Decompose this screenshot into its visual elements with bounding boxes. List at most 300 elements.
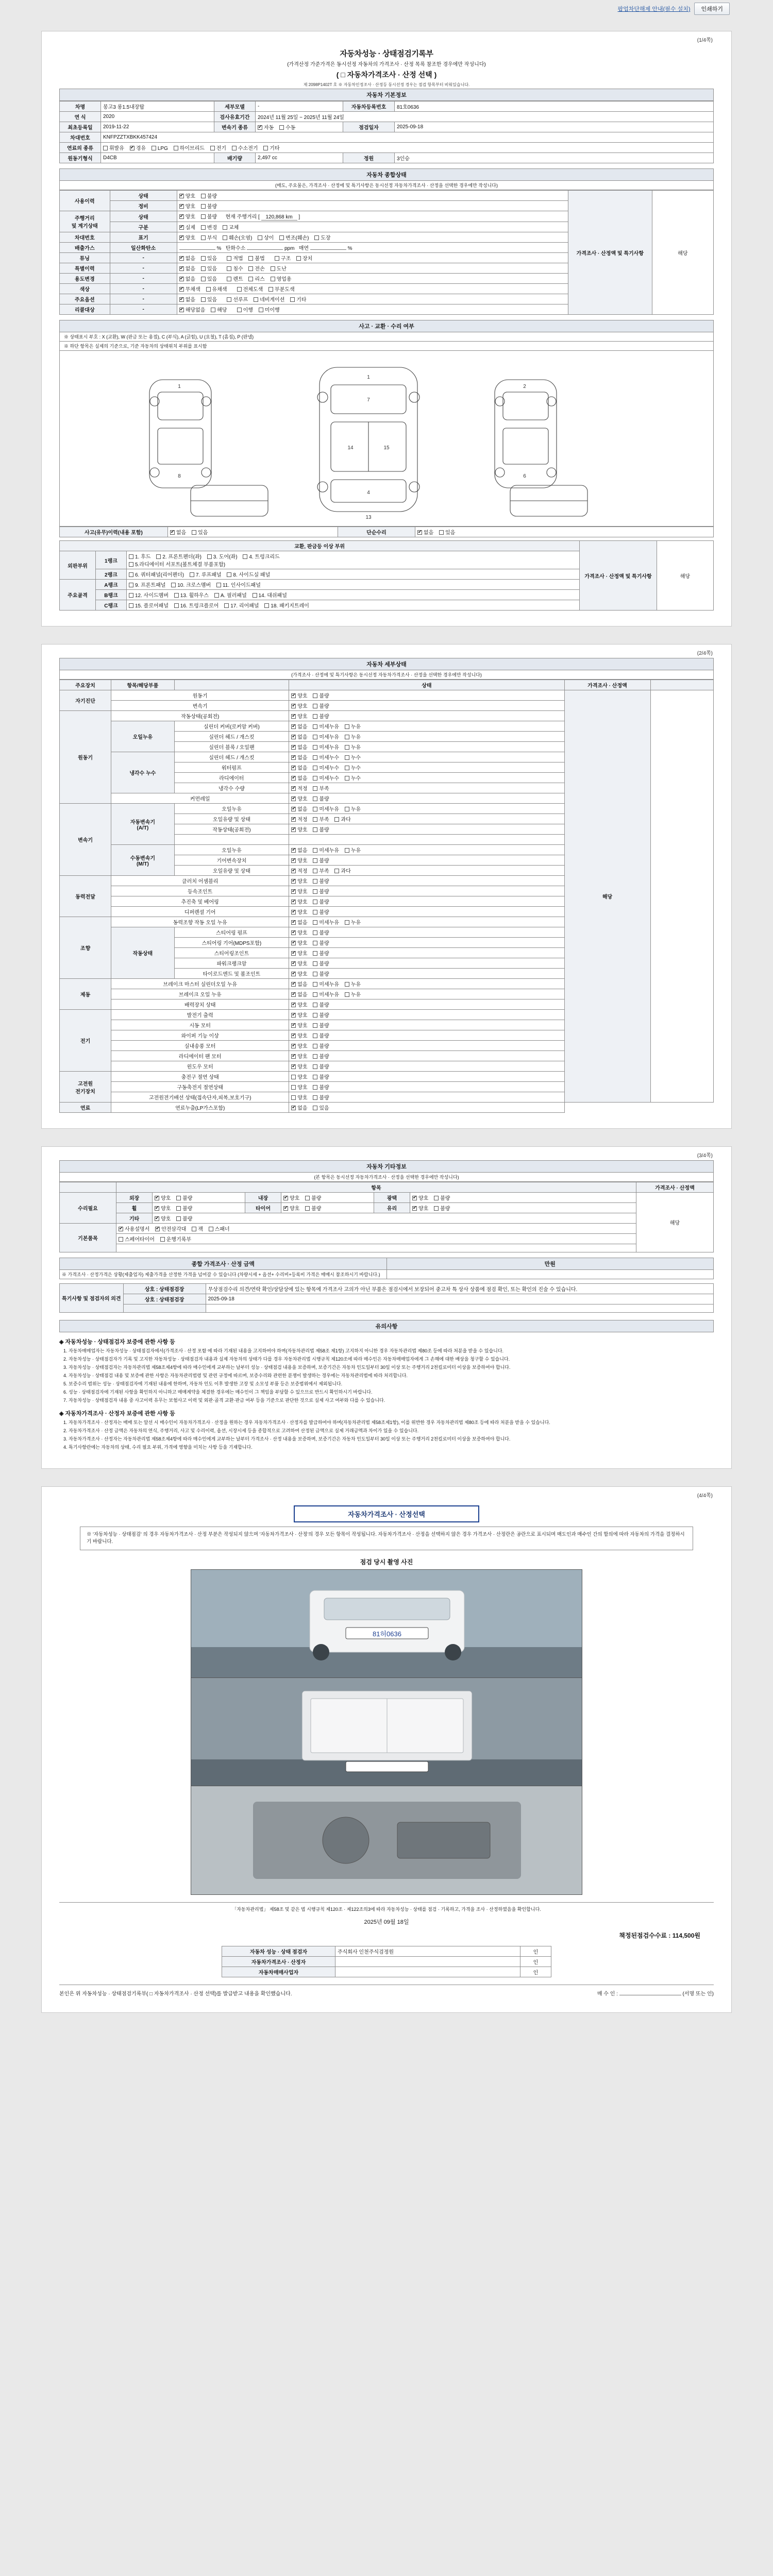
label-color: 색상 <box>60 284 110 294</box>
opt-wm-bad[interactable]: 불량 <box>313 1062 329 1070</box>
opt-engine-diag-bad[interactable]: 불량 <box>313 691 329 699</box>
part-pillar-a[interactable]: A. 필러패널 <box>214 591 247 599</box>
state-starter <box>289 1020 564 1030</box>
part-hood[interactable]: 1. 후드 <box>129 552 150 560</box>
state-differential <box>289 907 564 917</box>
state-blower <box>289 1041 564 1051</box>
simple-repair-options <box>415 527 714 537</box>
opt-hv-good[interactable]: 양호 <box>291 1093 307 1101</box>
opt-etc-bad[interactable]: 불량 <box>176 1214 192 1222</box>
label-company-1: 상호 : 상태점검장 <box>123 1284 206 1294</box>
opt-bb-bad[interactable]: 불량 <box>313 1001 329 1008</box>
option-color-part-paint[interactable]: 부분도색 <box>268 285 295 293</box>
label-exterior: 외장 <box>116 1193 153 1203</box>
option-transmission-auto[interactable]: ✔ 자동 <box>258 123 274 131</box>
opt-cp-bad[interactable]: 불량 <box>313 1073 329 1080</box>
label-usage-maintenance: 정비 <box>110 201 177 211</box>
option-vin-damage[interactable]: 훼손(오염) <box>223 233 252 241</box>
option-fuel-hybrid[interactable]: 하이브리드 <box>174 144 205 151</box>
section-extra-info-sub: (본 항목은 동시선정 자동차가격조사 · 산정을 선택한 경우에만 작성니다) <box>59 1173 714 1182</box>
part-trunk-lid[interactable]: 4. 트렁크리드 <box>243 552 279 560</box>
opt-hg2-minor[interactable]: 미세누수 <box>313 753 339 761</box>
opt-pca-good[interactable]: ✔ 양호 <box>291 959 307 967</box>
option-opt-yes[interactable]: 있음 <box>201 295 217 303</box>
state-wiper <box>289 1030 564 1041</box>
item-tie-rod: 타이로드엔드 및 볼조인트 <box>174 969 289 979</box>
opt-cv-good[interactable]: ✔ 양호 <box>291 887 307 895</box>
opt-etc-good[interactable]: ✔ 양호 <box>155 1214 171 1222</box>
opt-rocker-none[interactable]: ✔ 없음 <box>291 722 307 730</box>
state-radiator-fan <box>289 1051 564 1061</box>
opt-trans-diag-good[interactable]: ✔ 양호 <box>291 702 307 709</box>
header-main-device: 주요장치 <box>60 680 111 690</box>
item-power-steering-leak: 동력조향 작동 오일 누유 <box>111 917 289 927</box>
opt-at-leak-none[interactable]: ✔ 없음 <box>291 805 307 812</box>
opt-pol-bad[interactable]: 불량 <box>434 1194 450 1201</box>
opt-ext-good[interactable]: ✔ 양호 <box>155 1194 171 1201</box>
notice-title-1: ◈ 자동차성능 · 상태점검자 보증에 관한 사항 등 <box>59 1339 175 1345</box>
signature-table <box>222 1946 551 1977</box>
option-usechange-none[interactable]: ✔ 없음 <box>179 275 195 282</box>
opt-idle-bad[interactable]: 불량 <box>313 712 329 720</box>
opt-diff-good[interactable]: ✔ 양호 <box>291 908 307 916</box>
usage-state-options <box>177 191 568 201</box>
option-recall-done[interactable]: 이행 <box>237 306 253 313</box>
part-floor-panel[interactable]: 15. 플로어패널 <box>129 601 169 609</box>
label-first-reg: 최초등록일 <box>60 122 101 132</box>
option-usechange-business[interactable]: 영업용 <box>271 275 292 282</box>
stamp-cell <box>206 1304 713 1313</box>
option-tuning-none[interactable]: ✔ 없음 <box>179 254 195 262</box>
opt-cool-ok[interactable]: ✔ 적정 <box>291 784 307 792</box>
opt-block-none[interactable]: ✔ 없음 <box>291 743 307 751</box>
opt-bm-none[interactable]: ✔ 없음 <box>291 980 307 988</box>
part-cross-member[interactable]: 10. 크로스멤버 <box>171 581 211 588</box>
notice-title-2: ◈ 자동차가격조사 · 산정자 보증에 관한 사항 등 <box>59 1411 175 1417</box>
svg-text:7: 7 <box>367 397 370 403</box>
option-mileage-bad[interactable]: 불량 <box>201 212 217 220</box>
option-fuel-electric[interactable]: 전기 <box>210 144 226 151</box>
value-engine-type: D4CB <box>101 153 214 163</box>
opt-wiper-good[interactable]: ✔ 양호 <box>291 1031 307 1039</box>
opt-block-minor[interactable]: 미세누유 <box>313 743 339 751</box>
opt-alt-bad[interactable]: 불량 <box>313 1011 329 1019</box>
opt-sgear-bad[interactable]: 불량 <box>313 939 329 946</box>
state-block-oilpan <box>289 742 564 752</box>
opt-wheel-bad[interactable]: 불량 <box>176 1204 192 1212</box>
option-maint-good[interactable]: ✔ 양호 <box>179 202 195 210</box>
value-extra-price: 해당 <box>636 1193 714 1252</box>
opt-int-bad[interactable]: 불량 <box>305 1194 321 1201</box>
label-polish: 광택 <box>374 1193 410 1203</box>
opt-rfan-bad[interactable]: 불량 <box>313 1052 329 1060</box>
opt-engine-diag-good[interactable]: ✔ 양호 <box>291 691 307 699</box>
opt-bo-minor[interactable]: 미세누유 <box>313 990 339 998</box>
sub-oil-leak: 오일누유 <box>111 721 174 752</box>
opt-psleak-minor[interactable]: 미세누유 <box>313 918 339 926</box>
option-fuel-lpg[interactable]: LPG <box>152 146 168 151</box>
opt-hv-bad[interactable]: 불량 <box>313 1093 329 1101</box>
option-fuel-hydrogen[interactable]: 수소전기 <box>232 144 258 151</box>
page-title: 자동차성능 · 상태점검기록부 <box>340 49 433 58</box>
opt-at-level-over[interactable]: 과다 <box>334 815 350 823</box>
opt-spare-tire[interactable]: 스페어타이어 <box>119 1235 155 1243</box>
opt-fuel-yes[interactable]: 있음 <box>313 1104 329 1111</box>
opt-rocker-leak[interactable]: 누유 <box>345 722 361 730</box>
option-usechange-yes[interactable]: 있음 <box>201 275 217 282</box>
option-usage-good[interactable]: ✔ 양호 <box>179 192 195 199</box>
item-water-pump: 워터펌프 <box>174 762 289 773</box>
tuning-row <box>177 253 568 263</box>
part-side-sill[interactable]: 8. 사이드실 패널 <box>227 570 270 578</box>
opt-mt-leak-none[interactable]: ✔ 없음 <box>291 846 307 854</box>
state-idle <box>289 711 564 721</box>
option-vin-different[interactable]: 상이 <box>258 233 274 241</box>
opt-sjoint-good[interactable]: ✔ 양호 <box>291 949 307 957</box>
part-front-panel[interactable]: 9. 프론트패널 <box>129 581 165 588</box>
label-main-options-sub: - <box>110 294 177 304</box>
value-price-remarks: 해당 <box>652 191 713 315</box>
part-door-l[interactable]: 3. 도어(좌) <box>207 552 238 560</box>
option-special-total-loss[interactable]: 전손 <box>248 264 264 272</box>
label-mileage-state: 상태 <box>110 211 177 222</box>
opt-idle-good[interactable]: ✔ 양호 <box>291 712 307 720</box>
label-emission: 배출가스 <box>60 243 110 253</box>
opt-mt-level-ok[interactable]: ✔ 적정 <box>291 867 307 874</box>
option-accident-yes[interactable]: 있음 <box>192 528 208 536</box>
state-rocker-cover <box>289 721 564 732</box>
part-dash-panel[interactable]: 14. 대쉬패널 <box>253 591 287 599</box>
opt-ps-good[interactable]: ✔ 양호 <box>291 897 307 905</box>
option-repair-none[interactable]: ✔ 없음 <box>417 528 433 536</box>
buyer-confirm-row <box>59 1985 714 1997</box>
fee-line <box>59 1931 700 1940</box>
opt-rad-none[interactable]: ✔ 없음 <box>291 774 307 782</box>
option-special-none[interactable]: ✔ 없음 <box>179 264 195 272</box>
opt-wm-good[interactable]: ✔ 양호 <box>291 1062 307 1070</box>
page-mark-3: (3/4쪽) <box>697 1153 713 1159</box>
basic-items-row3 <box>116 1244 636 1252</box>
item-rocker-cover: 실린더 커버(로커암 커버) <box>174 721 289 732</box>
opt-ext-bad[interactable]: 불량 <box>176 1194 192 1201</box>
label-company-2: 상호 : 상태점검장 <box>123 1294 206 1304</box>
opt-diff-bad[interactable]: 불량 <box>313 908 329 916</box>
option-special-theft[interactable]: 도난 <box>271 264 287 272</box>
opt-wp-minor[interactable]: 미세누수 <box>313 764 339 771</box>
opt-blower-bad[interactable]: 불량 <box>313 1042 329 1049</box>
option-mileage-replaced[interactable]: 교체 <box>223 223 239 231</box>
car-diagram-area <box>59 351 714 527</box>
notice-block <box>59 1337 714 1451</box>
value-co <box>179 249 215 250</box>
opt-wp-leak[interactable]: 누수 <box>345 764 361 771</box>
notice-item: 4. 자동차성능 · 상태점검 내용 및 보증에 관한 사항은 자동차관리법령 및 관련 규정에 따르며, 보증수리와 관련한 분쟁이 발생하는 경우에는 자동차관리법에 따라 처리합니다. <box>69 1372 714 1379</box>
option-tuning-yes[interactable]: 있음 <box>201 254 217 262</box>
opt-mt-leak-minor[interactable]: 미세누유 <box>313 846 339 854</box>
option-vin-modified[interactable]: 변조(훼손) <box>279 233 309 241</box>
option-usechange-lease[interactable]: 리스 <box>248 275 264 282</box>
option-mileage-good[interactable]: ✔ 양호 <box>179 212 195 220</box>
option-maint-bad[interactable]: 불량 <box>201 202 217 210</box>
state-steering-joint <box>289 948 564 958</box>
opt-psleak-none[interactable]: ✔ 없음 <box>291 918 307 926</box>
option-vin-good[interactable]: ✔ 양호 <box>179 233 195 241</box>
option-tuning-legal[interactable]: 적법 <box>227 254 243 262</box>
buyer-confirm-text: 본인은 위 자동차성능 · 상태점검기록부( □ 자동차가격조사 · 산정 선택)를 발급받고 내용을 확인했습니다. <box>59 1991 292 1997</box>
option-color-full-paint[interactable]: 전체도색 <box>237 285 263 293</box>
opt-head-minor[interactable]: 미세누유 <box>313 733 339 740</box>
main-options-row <box>177 294 568 304</box>
label-transmission: 변속기 종류 <box>214 122 256 132</box>
opt-alt-good[interactable]: ✔ 양호 <box>291 1011 307 1019</box>
opt-trans-diag-bad[interactable]: 불량 <box>313 702 329 709</box>
opt-clutch-good[interactable]: ✔ 양호 <box>291 877 307 885</box>
option-mileage-real[interactable]: ✔ 실제 <box>179 223 195 231</box>
opt-rfan-good[interactable]: ✔ 양호 <box>291 1052 307 1060</box>
state-brake-master <box>289 979 564 989</box>
opt-mt-level-over[interactable]: 과다 <box>334 867 350 874</box>
sub-auto-trans: 자동변속기 (A/T) <box>111 804 174 845</box>
opt-mt-level-low[interactable]: 부족 <box>313 867 329 874</box>
option-accident-none[interactable]: ✔ 없음 <box>170 528 186 536</box>
part-wheel-house[interactable]: 13. 휠하우스 <box>174 591 209 599</box>
mileage-type-row <box>177 222 568 232</box>
opt-tire-good[interactable]: ✔ 양호 <box>283 1204 299 1212</box>
opt-rad-leak[interactable]: 누수 <box>345 774 361 782</box>
opt-safety-triangle[interactable]: ✔ 안전삼각대 <box>155 1225 186 1232</box>
label-stamp-row <box>123 1304 206 1313</box>
label-usage-history: 사용이력 <box>60 191 110 211</box>
value-signer-3 <box>335 1967 520 1977</box>
state-water-pump <box>289 762 564 773</box>
opt-cr-bad[interactable]: 불량 <box>313 794 329 802</box>
value-transmission <box>256 122 343 132</box>
section-detail-state: 자동차 세부상태 <box>59 658 714 670</box>
option-vin-paint[interactable]: 도장 <box>314 233 330 241</box>
accident-note-2: ※ 하단 항목은 실제의 기준으로, 기준 자동차의 상태위치 부위를 표시함 <box>59 342 714 351</box>
opt-at-leak-minor[interactable]: 미세누유 <box>313 805 339 812</box>
option-opt-navi[interactable]: 네비게이션 <box>254 295 284 303</box>
option-usechange-rent[interactable]: 렌트 <box>227 275 243 282</box>
label-total-price: 종합 가격조사 · 산정 금액 <box>60 1258 387 1270</box>
opt-starter-good[interactable]: ✔ 양호 <box>291 1021 307 1029</box>
footer-date: 2025년 09월 18일 <box>364 1919 409 1926</box>
opt-psleak-leak[interactable]: 누유 <box>345 918 361 926</box>
opt-spanner[interactable]: 스패너 <box>209 1225 230 1232</box>
opt-cr-good[interactable]: ✔ 양호 <box>291 794 307 802</box>
item-hv-wiring: 고전원전기배선 상태(접속단자,피복,보호기구) <box>111 1092 289 1103</box>
accident-parts-table <box>59 540 714 611</box>
label-first-reg-date: 점검일자 <box>343 122 395 132</box>
value-smoke <box>310 249 346 250</box>
option-transmission-manual[interactable]: 수동 <box>279 123 295 131</box>
item-idle-state: 작동상태(공회전) <box>111 711 289 721</box>
option-recall-yes[interactable]: 해당 <box>211 306 227 313</box>
stamp-2: 인 <box>520 1957 551 1967</box>
item-trans-diag: 변속기 <box>111 701 289 711</box>
option-recall-notdone[interactable]: 미이행 <box>259 306 280 313</box>
opt-spump-good[interactable]: ✔ 양호 <box>291 928 307 936</box>
item-propeller-shaft: 추진축 및 베어링 <box>111 896 289 907</box>
notice-item: 1. 자동차매매업자는 자동차성능 · 상태점검자에서(가격조사 · 산정 포함 에 따라 기재된 내용을 고지하여야 하며(자동차관리법 제58조 제1항) 고지하지 아니한 경우 자동차관리법 제80조 등에 따라 처분을 받을 수 있습니다. <box>69 1348 714 1354</box>
opt-blower-good[interactable]: ✔ 양호 <box>291 1042 307 1049</box>
part-inside-panel[interactable]: 11. 인사이드패널 <box>216 581 261 588</box>
label-remarks: 특기사항 및 점검자의 의견 <box>60 1284 124 1313</box>
item-brake-master: 브레이크 마스터 실린더오일 누유 <box>111 979 289 989</box>
part-rear-panel[interactable]: 17. 리어패널 <box>224 601 259 609</box>
opt-cool-low[interactable]: 부족 <box>313 784 329 792</box>
opt-spump-bad[interactable]: 불량 <box>313 928 329 936</box>
opt-at-op-good[interactable]: ✔ 양호 <box>291 825 307 833</box>
total-price-note: ※ 가격조사 · 산정가격은 상황(제출업자) 제출가격을 산정한 가격을 넘어갈 수 있습니다 (차량시세 + 옵션+ 수리비+등록비 가격은 매매시 참조하시기 바랍니다.) <box>60 1270 387 1279</box>
opt-tierod-bad[interactable]: 불량 <box>313 970 329 977</box>
opt-at-level-low[interactable]: 부족 <box>313 815 329 823</box>
opt-db-bad[interactable]: 불량 <box>313 1083 329 1091</box>
opt-at-level-ok[interactable]: ✔ 적정 <box>291 815 307 823</box>
opt-rad-minor[interactable]: 미세누수 <box>313 774 339 782</box>
part-front-fender-l[interactable]: 2. 프론트펜더(좌) <box>156 552 201 560</box>
photo-section-title: 점검 당시 촬영 사진 <box>360 1558 413 1566</box>
opt-bo-none[interactable]: ✔ 없음 <box>291 990 307 998</box>
opt-driving-record[interactable]: 운행기록부 <box>160 1235 191 1243</box>
opt-bm-minor[interactable]: 미세누유 <box>313 980 339 988</box>
option-special-yes[interactable]: 있음 <box>201 264 217 272</box>
opt-starter-bad[interactable]: 불량 <box>313 1021 329 1029</box>
item-blower: 실내송풍 모터 <box>111 1041 289 1051</box>
option-color-chromatic[interactable]: 유채색 <box>206 285 227 293</box>
notice-item: 2. 자동차가격조사 · 산정 금액은 자동차의 연식, 주행거리, 사고 및 수리이력, 옵션, 시장시세 등을 종합적으로 고려하여 산정된 금액으로 실제 거래금액과 차이가 있을 수 있습니다. <box>69 1428 714 1434</box>
part-quarter-panel[interactable]: 6. 쿼터패널(리어펜더) <box>129 570 184 578</box>
part-roof-panel[interactable]: 7. 루프패널 <box>190 570 222 578</box>
opt-glass-good[interactable]: ✔ 양호 <box>412 1204 428 1212</box>
value-displacement: 2,497 cc <box>256 153 343 163</box>
print-button[interactable]: 인쇄하기 <box>694 3 730 15</box>
opt-hg2-leak[interactable]: 누수 <box>345 753 361 761</box>
fuel-options <box>101 143 714 153</box>
part-package-tray[interactable]: 18. 패키지트레이 <box>264 601 309 609</box>
opt-clutch-bad[interactable]: 불량 <box>313 877 329 885</box>
svg-text:13: 13 <box>365 515 372 520</box>
opt-manual[interactable]: ✔사용설명서 <box>119 1225 149 1232</box>
label-tuning: 튜닝 <box>60 253 110 263</box>
opt-wheel-good[interactable]: ✔ 양호 <box>155 1204 171 1212</box>
part-trunk-floor[interactable]: 16. 트렁크플로어 <box>174 601 219 609</box>
opt-rocker-minor[interactable]: 미세누유 <box>313 722 339 730</box>
value-parts-price: 해당 <box>657 541 714 611</box>
sub-manual-trans: 수동변속기 (M/T) <box>111 845 174 876</box>
opt-fuel-none[interactable]: ✔ 없음 <box>291 1104 307 1111</box>
svg-text:15: 15 <box>383 445 390 451</box>
option-tuning-device[interactable]: 장치 <box>296 254 312 262</box>
label-recall-sub: - <box>110 304 177 315</box>
opt-db-good[interactable]: 양호 <box>291 1083 307 1091</box>
opt-block-leak[interactable]: 누유 <box>345 743 361 751</box>
option-special-flood[interactable]: 침수 <box>227 264 243 272</box>
option-opt-sunroof[interactable]: 선루프 <box>227 295 248 303</box>
opt-mt-gear-good[interactable]: ✔ 양호 <box>291 856 307 864</box>
opt-jack[interactable]: 잭 <box>192 1225 203 1232</box>
opt-cv-bad[interactable]: 불량 <box>313 887 329 895</box>
photo-front <box>191 1570 582 1678</box>
opt-tire-bad[interactable]: 불량 <box>305 1204 321 1212</box>
value-hc <box>247 249 283 250</box>
opt-tierod-good[interactable]: ✔ 양호 <box>291 970 307 977</box>
opt-hg2-none[interactable]: ✔ 없음 <box>291 753 307 761</box>
opt-mt-leak-leak[interactable]: 누유 <box>345 846 361 854</box>
usage-change-row <box>177 274 568 284</box>
value-inspection-period: 2024년 11월 25일 ~ 2025년 11월 24일 <box>256 112 714 122</box>
opt-head-none[interactable]: ✔ 없음 <box>291 733 307 740</box>
label-interior: 내장 <box>245 1193 281 1203</box>
section-overall-state-sub: (매도, 주요물은, 가격조사 · 산정에 및 특기사항은 동시선정 자동차가격조사 · 산정을 선택한 경우에만 작성니다) <box>59 181 714 190</box>
svg-text:1: 1 <box>178 384 181 389</box>
opt-at-op-bad[interactable]: 불량 <box>313 825 329 833</box>
item-mt-oil-leak: 오일누유 <box>174 845 289 855</box>
option-opt-etc[interactable]: 기타 <box>290 295 306 303</box>
option-vin-corrosion[interactable]: 부식 <box>201 233 217 241</box>
option-color-achromatic[interactable]: ✔ 무채색 <box>179 285 200 293</box>
opt-pca-bad[interactable]: 불량 <box>313 959 329 967</box>
opt-wiper-bad[interactable]: 불량 <box>313 1031 329 1039</box>
item-cv-joint: 등속조인트 <box>111 886 289 896</box>
popup-block-notice[interactable]: 팝업차단해제 안내(필수 설치) <box>617 6 691 12</box>
option-tuning-illegal[interactable]: 불법 <box>248 254 264 262</box>
usage-maintenance-options <box>177 201 568 211</box>
opt-ps-bad[interactable]: 불량 <box>313 897 329 905</box>
opt-wp-none[interactable]: ✔ 없음 <box>291 764 307 771</box>
option-usage-bad[interactable]: 불량 <box>201 192 217 199</box>
label-wheel: 휠 <box>116 1203 153 1213</box>
opt-head-leak[interactable]: 누유 <box>345 733 361 740</box>
option-opt-none[interactable]: ✔ 없음 <box>179 295 195 303</box>
option-fuel-etc[interactable]: 기타 <box>263 144 279 151</box>
opt-int-good[interactable]: ✔ 양호 <box>283 1194 299 1201</box>
opt-sjoint-bad[interactable]: 불량 <box>313 949 329 957</box>
notice-item: 5. 보증수리 범위는 성능 · 상태점검자에 기재된 내용에 한하며, 자동차 인도 이후 발생한 고장 및 소모성 부품 등은 보증범위에서 제외됩니다. <box>69 1381 714 1387</box>
opt-mt-gear-bad[interactable]: 불량 <box>313 856 329 864</box>
option-fuel-diesel[interactable]: ✔ 경유 <box>130 144 146 151</box>
option-recall-none[interactable]: ✔ 해당없음 <box>179 306 206 313</box>
option-fuel-gasoline[interactable]: 휘발유 <box>103 144 124 151</box>
state-wheel <box>153 1203 245 1213</box>
option-repair-yes[interactable]: 있음 <box>439 528 455 536</box>
svg-text:1: 1 <box>367 375 370 380</box>
opt-bm-leak[interactable]: 누유 <box>345 980 361 988</box>
opt-bb-good[interactable]: ✔ 양호 <box>291 1001 307 1008</box>
opt-cp-good[interactable]: 양호 <box>291 1073 307 1080</box>
item-coolant-level: 냉각수 수량 <box>174 783 289 793</box>
item-steering-pump: 스티어링 펌프 <box>174 927 289 938</box>
opt-pol-good[interactable]: ✔ 양호 <box>412 1194 428 1201</box>
part-radiator-support[interactable]: 5.라디에이터 서포트(볼트체결 부품포함) <box>129 560 225 568</box>
opt-at-leak-leak[interactable]: 누유 <box>345 805 361 812</box>
option-tuning-structure[interactable]: 구조 <box>275 254 291 262</box>
notice-item: 4. 특기사항란에는 자동차의 상태, 수리 필요 부위, 가격에 영향을 미치는 사항 등을 기재합니다. <box>69 1444 714 1451</box>
opt-bo-leak[interactable]: 누유 <box>345 990 361 998</box>
part-side-member[interactable]: 12. 사이드멤버 <box>129 591 169 599</box>
total-price-value <box>386 1270 714 1279</box>
state-clutch <box>289 876 564 886</box>
buyer-sign-note: (서명 또는 인) <box>682 1991 714 1997</box>
opt-glass-bad[interactable]: 불량 <box>434 1204 450 1212</box>
header-price-val <box>650 680 713 690</box>
item-clutch: 클러치 어셈블리 <box>111 876 289 886</box>
state-common-rail <box>289 793 564 804</box>
label-main-options: 주요옵션 <box>60 294 110 304</box>
item-steering-joint: 스티어링조인트 <box>174 948 289 958</box>
opt-sgear-good[interactable]: ✔ 양호 <box>291 939 307 946</box>
option-mileage-changed[interactable]: 변경 <box>201 223 217 231</box>
